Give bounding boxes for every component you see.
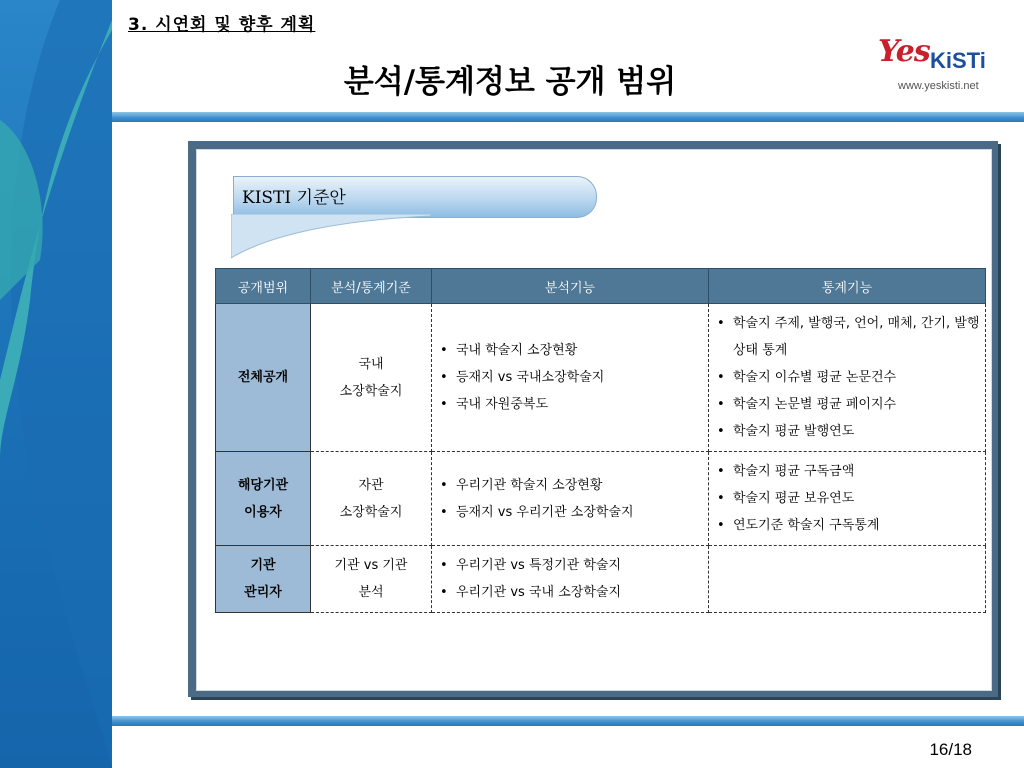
scope-line: 관리자 — [244, 585, 282, 600]
scope-cell — [216, 546, 311, 613]
scope-line: 해당기관 — [237, 477, 289, 493]
table-header-row — [216, 269, 986, 304]
analysis-cell — [432, 546, 709, 613]
swoosh-decoration — [0, 0, 112, 768]
criteria-tag — [233, 176, 597, 218]
list-item: • 우리기관 학술지 소장현황 — [436, 472, 704, 499]
logo-url-text: www.yeskisti.net — [898, 80, 979, 92]
list-item: • 우리기관 vs 국내 소장학술지 — [436, 579, 704, 606]
scope-cell — [216, 452, 311, 546]
analysis-cell — [432, 452, 709, 546]
list-item: • 등재지 vs 우리기관 소장학술지 — [436, 499, 704, 526]
scope-cell — [216, 304, 311, 452]
analysis-list — [436, 552, 704, 606]
analysis-cell — [432, 304, 709, 452]
list-item: • 학술지 평균 발행연도 — [713, 418, 981, 445]
basis-line: 자관 — [358, 477, 384, 493]
list-item: • 학술지 평균 보유연도 — [713, 485, 981, 512]
basis-line: 소장학술지 — [339, 383, 403, 399]
criteria-tag-label: KISTI 기준안 — [242, 188, 346, 208]
analysis-list — [436, 337, 704, 418]
disclosure-scope-table — [215, 268, 986, 613]
footer-divider-bar — [112, 716, 1024, 726]
table-row — [216, 452, 986, 546]
table-row — [216, 304, 986, 452]
basis-line: 분석 — [358, 585, 384, 600]
table-row — [216, 546, 986, 613]
scope-line: 기관 — [250, 558, 276, 573]
logo-yes-text: Yes — [878, 34, 930, 69]
header-analysis: 분석기능 — [432, 269, 709, 304]
header-stats: 통계기능 — [709, 269, 986, 304]
header-scope: 공개범위 — [216, 269, 311, 304]
list-item: • 학술지 평균 구독금액 — [713, 458, 981, 485]
yeskisti-logo — [876, 34, 996, 96]
list-item: • 국내 자원중복도 — [436, 391, 704, 418]
list-item: • 연도기준 학술지 구독통계 — [713, 512, 981, 539]
stats-list — [713, 458, 981, 539]
stats-cell — [709, 452, 986, 546]
list-item: • 국내 학술지 소장현황 — [436, 337, 704, 364]
basis-cell — [311, 304, 432, 452]
list-item: • 학술지 논문별 평균 페이지수 — [713, 391, 981, 418]
analysis-list — [436, 472, 704, 526]
list-item: • 우리기관 vs 특정기관 학술지 — [436, 552, 704, 579]
section-heading: 3. 시연회 및 향후 계획 — [128, 15, 316, 35]
basis-line: 국내 — [358, 356, 384, 372]
list-item: • 학술지 주제, 발행국, 언어, 매체, 간기, 발행상태 통계 — [713, 310, 981, 364]
page-number: 16/18 — [929, 740, 972, 759]
stats-list — [713, 310, 981, 445]
callout-tail-icon — [231, 214, 431, 264]
logo-kisti-text: KiSTi — [930, 48, 986, 73]
basis-cell — [311, 452, 432, 546]
header-divider-bar — [112, 112, 1024, 122]
content-panel-frame — [188, 141, 998, 697]
basis-line: 기관 vs 기관 — [334, 558, 408, 573]
scope-line: 이용자 — [244, 504, 282, 520]
left-decorative-strip — [0, 0, 112, 768]
stats-cell — [709, 546, 986, 613]
list-item: • 등재지 vs 국내소장학술지 — [436, 364, 704, 391]
basis-line: 소장학술지 — [339, 504, 403, 520]
scope-line: 전체공개 — [237, 370, 289, 385]
content-panel — [196, 149, 992, 691]
header-basis: 분석/통계기준 — [311, 269, 432, 304]
list-item: • 학술지 이슈별 평균 논문건수 — [713, 364, 981, 391]
page-title: 분석/통계정보 공개 범위 — [343, 64, 677, 100]
stats-cell — [709, 304, 986, 452]
basis-cell — [311, 546, 432, 613]
